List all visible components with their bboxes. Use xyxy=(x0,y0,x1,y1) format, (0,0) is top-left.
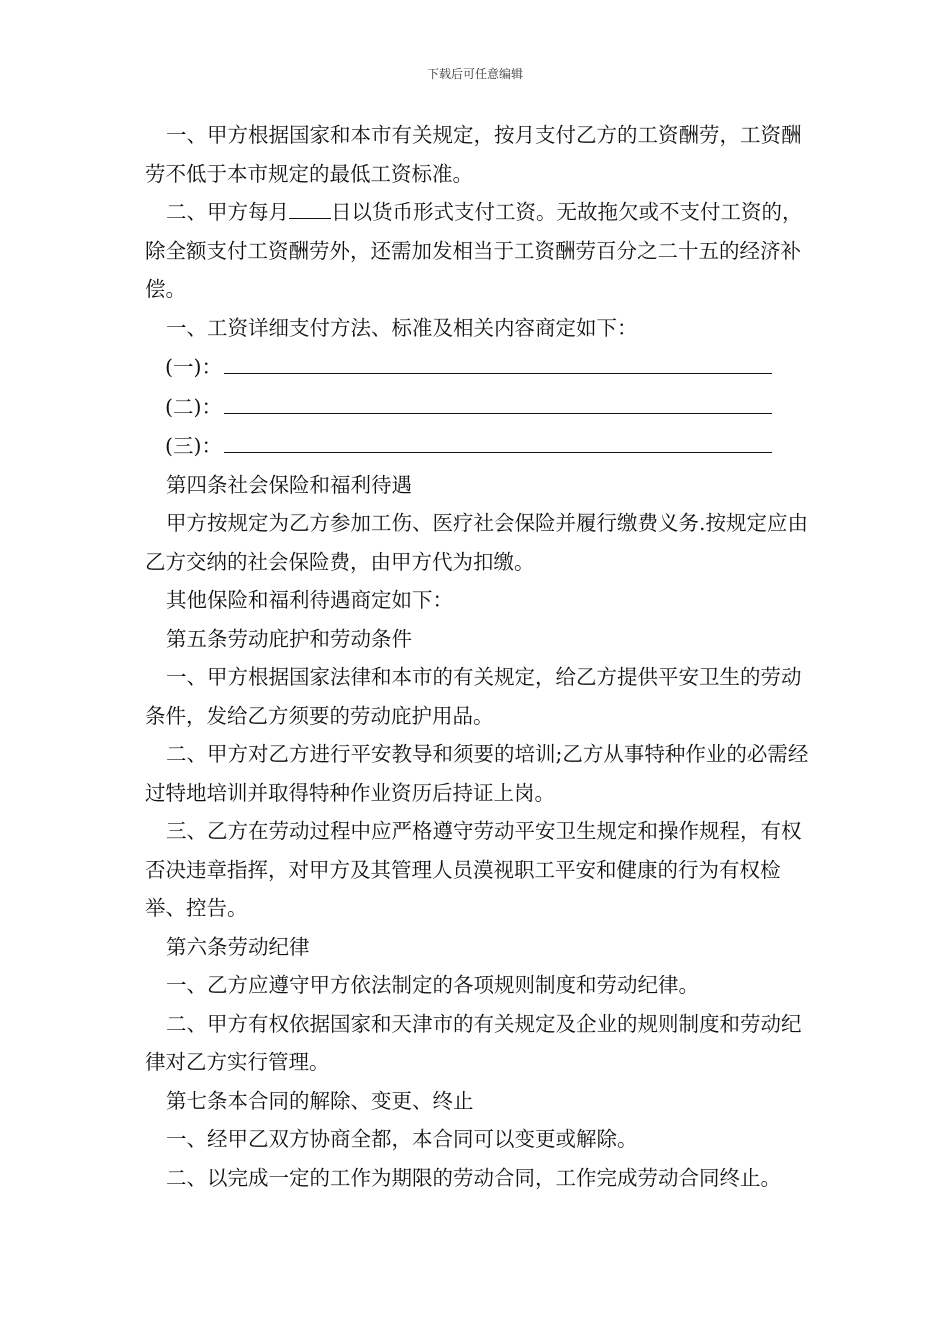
pay-day-blank[interactable] xyxy=(289,196,331,219)
section-6-paragraph-1: 一、乙方应遵守甲方依法制定的各项规则制度和劳动纪律。 xyxy=(166,973,699,997)
section-7-paragraph-2: 二、以完成一定的工作为期限的劳动合同，工作完成劳动合同终止。 xyxy=(166,1165,781,1190)
section-6-paragraph-2: 二、甲方有权依据国家和天津市的有关规定及企业的规则制度和劳动纪律对乙方实行管理。 xyxy=(145,1011,802,1074)
section-4-paragraph-1: 甲方按规定为乙方参加工伤、医疗社会保险并履行缴费义务.按规定应由乙方交纳的社会保险费，由甲方代为扣缴。 xyxy=(145,511,809,574)
page-header-note: 下载后可任意编辑 xyxy=(426,67,523,81)
fill-row-2 xyxy=(145,387,810,427)
section-5-paragraph-1: 一、甲方根据国家法律和本市的有关规定，给乙方提供平安卫生的劳动条件，发给乙方须要的劳动庇护用品。 xyxy=(145,665,802,728)
section-4-paragraph-2: 其他保险和福利待遇商定如下： xyxy=(166,588,453,612)
section-7-paragraph-1: 一、经甲乙双方协商全都，本合同可以变更或解除。 xyxy=(166,1127,638,1151)
section-4-title: 第四条社会保险和福利待遇 xyxy=(166,472,412,497)
fill-line-1[interactable] xyxy=(224,347,772,374)
fill-line-3[interactable] xyxy=(224,426,772,453)
pay-day-text-after: 日以货币形式支付工资。无故拖欠或不支付工资的，除全额支付工资酬劳外，还需加发相当于工资酬劳百分之二十五的经济补偿。 xyxy=(145,200,803,301)
section-5-paragraph-2: 二、甲方对乙方进行平安教导和须要的培训;乙方从事特种作业的必需经过特地培训并取得特种作业资历后持证上岗。 xyxy=(145,742,809,805)
section-5-title: 第五条劳动庇护和劳动条件 xyxy=(166,626,412,651)
fill-row-3-label: (三)： xyxy=(165,434,222,458)
fill-line-2[interactable] xyxy=(224,387,772,414)
paragraph-wage-details: 一、工资详细支付方法、标准及相关内容商定如下： xyxy=(166,315,638,340)
section-7-title: 第七条本合同的解除、变更、终止 xyxy=(166,1088,474,1113)
paragraph-pay-day xyxy=(145,193,810,309)
paragraph-wage-payment: 一、甲方根据国家和本市有关规定，按月支付乙方的工资酬劳，工资酬劳不低于本市规定的最低工资标准。 xyxy=(145,123,802,186)
fill-row-2-label: (二)： xyxy=(165,394,222,419)
section-5-paragraph-3: 三、乙方在劳动过程中应严格遵守劳动平安卫生规定和操作规程，有权否决违章指挥，对甲方及其管理人员漠视职工平安和健康的行为有权检举、控告。 xyxy=(145,819,802,920)
pay-day-text-before: 二、甲方每月 xyxy=(166,200,289,224)
document-body xyxy=(145,116,810,1197)
fill-row-1-label: (一)： xyxy=(165,355,222,379)
fill-row-3 xyxy=(145,426,810,466)
fill-row-1 xyxy=(145,347,810,387)
section-6-title: 第六条劳动纪律 xyxy=(166,934,310,959)
